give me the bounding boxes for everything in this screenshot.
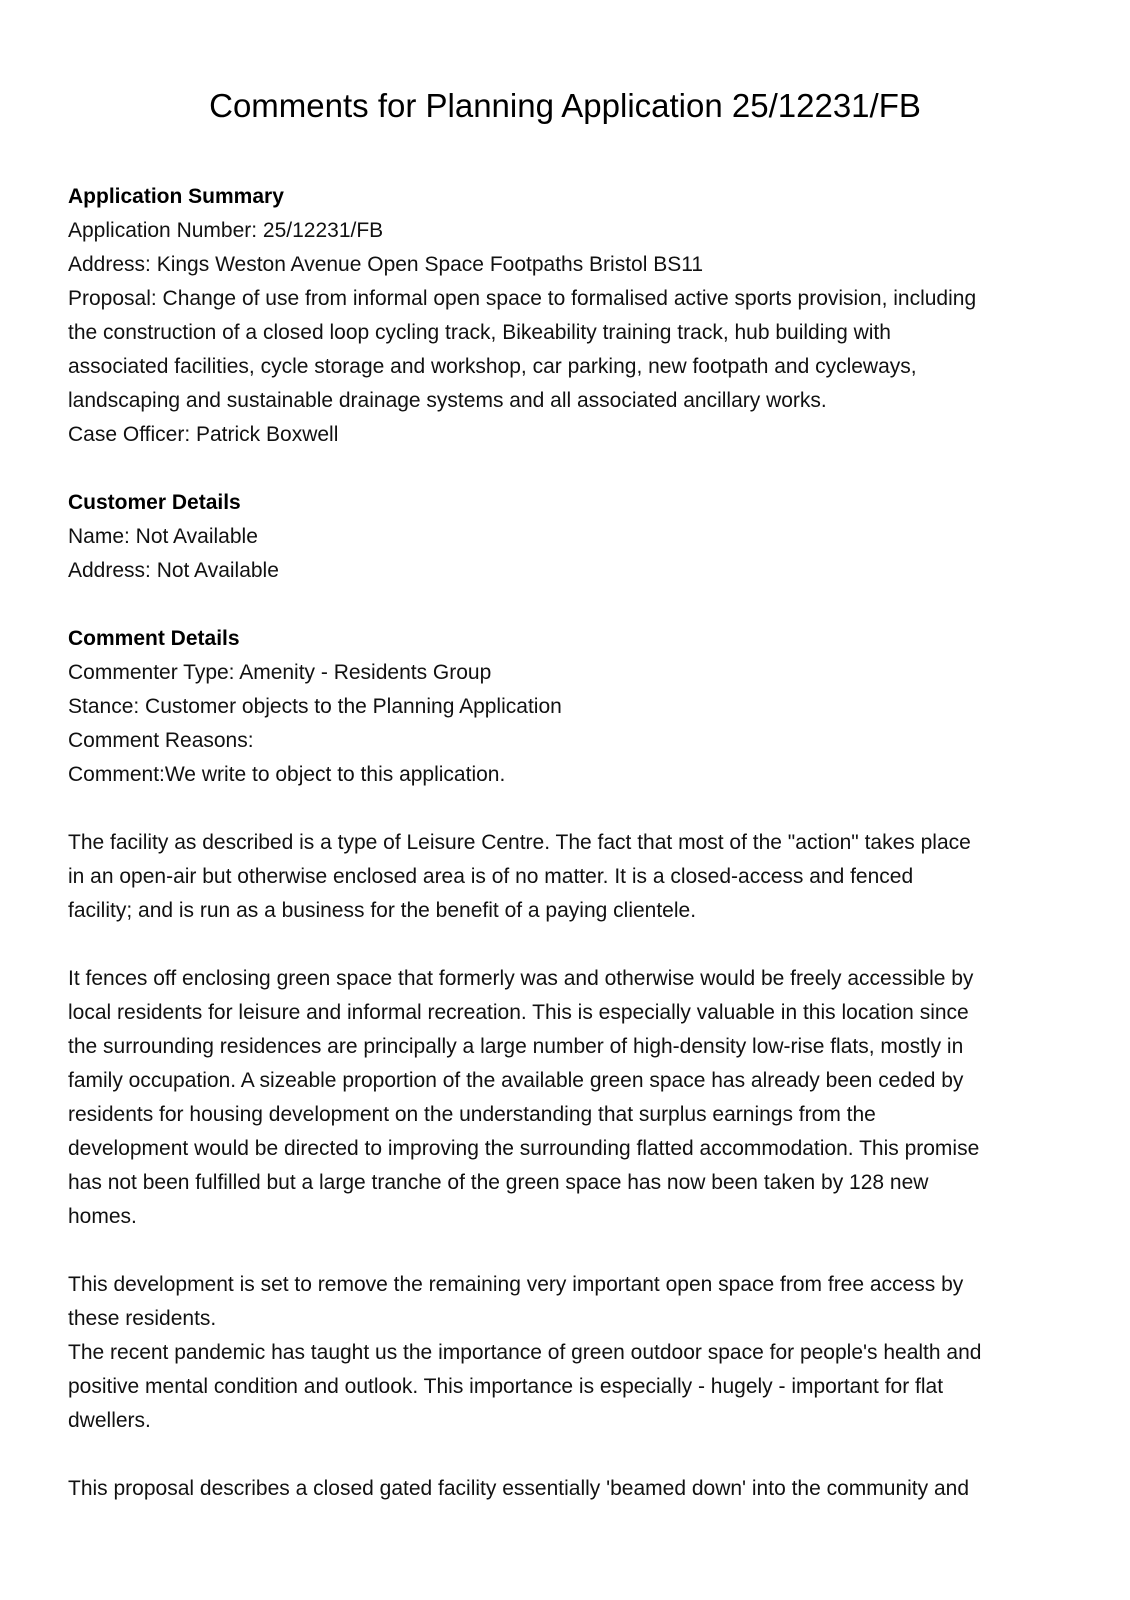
paragraph-gap [68,1234,1078,1268]
proposal-line: the construction of a closed loop cycling track, Bikeability training track, hub building with [68,321,891,344]
section-gap [68,452,1078,486]
comment-details-heading: Comment Details [68,627,240,650]
customer-details-heading: Customer Details [68,491,241,514]
comment-intro: Comment:We write to object to this application. [68,763,506,786]
paragraph-line: The recent pandemic has taught us the importance of green outdoor space for people's health and [68,1341,982,1364]
paragraph-line: homes. [68,1205,137,1228]
customer-name: Name: Not Available [68,525,258,548]
comment-paragraph [68,962,1078,1234]
paragraph-line: development would be directed to improving the surrounding flatted accommodation. This promise [68,1137,980,1160]
paragraph-line: residents for housing development on the understanding that surplus earnings from the [68,1103,876,1126]
paragraph-gap [68,1438,1078,1472]
comment-reasons: Comment Reasons: [68,729,254,752]
paragraph-line: positive mental condition and outlook. This importance is especially - hugely - important for flat [68,1375,944,1398]
application-summary-section [68,180,1078,452]
paragraph-line: This development is set to remove the remaining very important open space from free access by [68,1273,964,1296]
application-number: Application Number: 25/12231/FB [68,219,384,242]
proposal-line: landscaping and sustainable drainage systems and all associated ancillary works. [68,389,827,412]
comment-paragraph [68,826,1078,928]
paragraph-line: family occupation. A sizeable proportion of the available green space has already been ceded by [68,1069,964,1092]
paragraph-line: the surrounding residences are principally a large number of high-density low-rise flats, mostly in [68,1035,964,1058]
application-address: Address: Kings Weston Avenue Open Space Footpaths Bristol BS11 [68,253,704,276]
paragraph-line: The facility as described is a type of Leisure Centre. The fact that most of the "action" takes place [68,831,971,854]
comment-paragraph [68,1472,1078,1506]
paragraph-line: has not been fulfilled but a large tranche of the green space has now been taken by 128 new [68,1171,929,1194]
stance: Stance: Customer objects to the Planning Application [68,695,562,718]
paragraph-line: local residents for leisure and informal recreation. This is especially valuable in this location since [68,1001,969,1024]
case-officer: Case Officer: Patrick Boxwell [68,423,339,446]
proposal-line: associated facilities, cycle storage and workshop, car parking, new footpath and cycleways, [68,355,917,378]
proposal-line: Proposal: Change of use from informal open space to formalised active sports provision, including [68,287,977,310]
customer-details-section [68,486,1078,588]
paragraph-line: This proposal describes a closed gated facility essentially 'beamed down' into the community and [68,1477,970,1500]
section-gap [68,792,1078,826]
comment-details-section [68,622,1078,792]
paragraph-line: It fences off enclosing green space that formerly was and otherwise would be freely accessible by [68,967,974,990]
page-title: Comments for Planning Application 25/12231/FB [209,87,921,124]
section-gap [68,588,1078,622]
comment-paragraph [68,1268,1078,1438]
application-summary-heading: Application Summary [68,185,284,208]
paragraph-line: facility; and is run as a business for the benefit of a paying clientele. [68,899,697,922]
paragraph-line: in an open-air but otherwise enclosed area is of no matter. It is a closed-access and fenced [68,865,914,888]
paragraph-line: dwellers. [68,1409,151,1432]
paragraph-line: these residents. [68,1307,217,1330]
document-body [68,180,1078,1506]
commenter-type: Commenter Type: Amenity - Residents Group [68,661,492,684]
customer-address: Address: Not Available [68,559,279,582]
paragraph-gap [68,928,1078,962]
